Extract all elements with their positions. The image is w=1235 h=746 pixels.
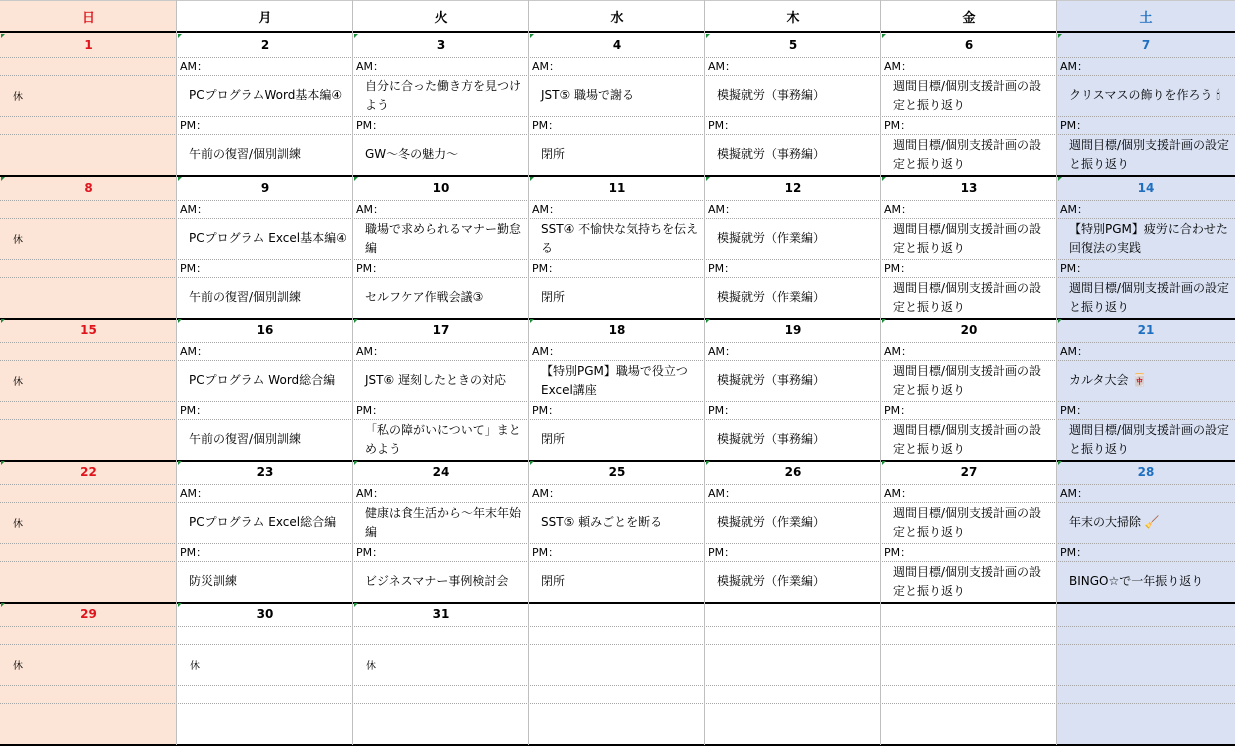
day-number: 15 [80,323,97,337]
pm-label: PM： [884,261,912,275]
pm-label: PM： [532,261,560,275]
day-number: 31 [432,607,450,621]
pm-label: PM： [180,261,208,275]
pm-activity[interactable]: 午前の復習/個別訓練 [189,290,302,304]
grid-line [0,360,1235,361]
cell-comment-marker [178,319,182,323]
day-number: 1 [84,38,93,52]
cell-comment-marker [178,177,182,181]
pm-activity[interactable]: 週間目標/個別支援計画の設定と振り返り [893,137,1042,171]
cell-comment-marker [1,603,5,607]
pm-label: PM： [180,545,208,559]
day-number: 30 [256,607,274,621]
pm-activity[interactable]: ビジネスマナー事例検討会 [365,574,509,588]
grid-line [176,0,177,745]
grid-line [0,502,1235,503]
am-activity[interactable]: JST⑥ 遅刻したときの対応 [365,373,507,387]
holiday-label: 休 [13,519,23,530]
day-number: 20 [960,323,978,337]
pm-activity[interactable]: 週間目標/個別支援計画の設定と振り返り [893,564,1042,598]
am-activity[interactable]: 模擬就労（事務編） [717,88,826,102]
weekday-header-thu: 木 [786,11,800,26]
grid-line [0,342,1235,343]
day-number [705,602,881,626]
pm-activity[interactable]: 模擬就労（作業編） [717,574,826,588]
am-activity[interactable]: 模擬就労（作業編） [717,231,826,245]
cell-comment-marker [530,319,534,323]
cell-comment-marker [882,34,886,38]
grid-line [0,134,1235,135]
cell-comment-marker [354,34,358,38]
grid-line [352,0,353,745]
pm-activity[interactable] [881,703,1057,744]
pm-label: PM： [708,261,736,275]
am-activity[interactable]: 自分に合った働き方を見つけよう [365,78,522,112]
cell-comment-marker [354,319,358,323]
am-label: AM： [708,202,737,216]
grid-line [1056,0,1057,745]
day-number: 26 [784,465,802,479]
cell-comment-marker [530,461,534,465]
pm-activity[interactable] [705,703,881,744]
am-activity[interactable]: クリスマスの飾りを作ろう 🕯 [1069,88,1220,102]
holiday-label: 休 [366,661,376,672]
day-number: 24 [432,465,450,479]
day-number: 12 [784,181,802,195]
grid-line [0,484,1235,485]
am-label: AM： [1060,59,1089,73]
grid-line [0,0,1235,1]
weekday-header-sun: 日 [81,11,95,26]
pm-label: PM： [356,403,384,417]
holiday-label: 休 [13,92,23,103]
day-number: 3 [436,38,446,52]
am-activity[interactable] [1057,644,1235,685]
pm-label: PM： [884,545,912,559]
day-number: 22 [80,465,97,479]
weekday-header-mon: 月 [258,11,272,26]
grid-line [0,685,1235,686]
day-number: 14 [1137,181,1155,195]
day-number [529,602,705,626]
day-number: 5 [788,38,798,52]
am-activity[interactable]: PCプログラム Excel基本編④ [189,231,347,245]
pm-label: PM： [356,261,384,275]
pm-activity[interactable] [0,277,177,318]
pm-label: PM： [708,118,736,132]
pm-label: PM： [1060,261,1088,275]
pm-activity[interactable] [0,561,177,602]
day-number: 6 [964,38,974,52]
cell-comment-marker [882,319,886,323]
am-activity[interactable]: PCプログラムWord基本編④ [189,88,343,102]
pm-activity[interactable]: 閉所 [541,574,566,588]
am-label: AM： [356,202,385,216]
am-activity[interactable]: PCプログラム Word総合編 [189,373,336,387]
am-label: AM： [708,59,737,73]
am-label: AM： [180,344,209,358]
day-number: 28 [1137,465,1155,479]
pm-activity[interactable]: GW～冬の魅力～ [365,147,459,161]
am-label: AM： [1060,344,1089,358]
cell-comment-marker [706,177,710,181]
day-number: 27 [960,465,978,479]
day-number: 7 [1141,38,1151,52]
pm-activity[interactable]: 「私の障がいについて」まとめよう [365,422,521,456]
pm-activity[interactable]: 模擬就労（作業編） [717,290,826,304]
pm-activity[interactable] [0,703,177,744]
cell-comment-marker [178,34,182,38]
weekday-header-wed: 水 [610,11,624,26]
grid-line [0,116,1235,117]
am-activity[interactable]: 職場で求められるマナー勤怠編 [365,221,522,255]
cell-comment-marker [882,177,886,181]
holiday-label: 休 [13,235,23,246]
grid-line [0,200,1235,201]
day-number: 25 [608,465,626,479]
cell-comment-marker [1058,461,1062,465]
weekday-header-fri: 金 [962,11,976,26]
day-number: 8 [84,181,93,195]
am-activity[interactable]: 健康は食生活から～年末年始編 [365,505,522,539]
pm-activity[interactable]: 週間目標/個別支援計画の設定と振り返り [893,422,1042,456]
grid-line [0,259,1235,260]
am-activity[interactable]: 週間目標/個別支援計画の設定と振り返り [893,78,1042,112]
am-label: AM： [532,486,561,500]
pm-activity[interactable]: 午前の復習/個別訓練 [189,432,302,446]
day-number: 13 [960,181,978,195]
pm-activity[interactable]: 閉所 [541,290,566,304]
pm-label: PM： [180,118,208,132]
holiday-label: 休 [13,377,23,388]
cell-comment-marker [1,461,5,465]
am-activity[interactable]: 【特別PGM】職場で役立つExcel講座 [541,363,688,397]
day-number: 19 [784,323,802,337]
pm-activity[interactable]: 閉所 [541,432,566,446]
pm-label: PM： [532,403,560,417]
cell-comment-marker [530,177,534,181]
cell-comment-marker [1058,34,1062,38]
pm-activity[interactable] [1057,703,1235,744]
am-activity[interactable] [529,644,705,685]
grid-line [528,0,529,745]
pm-activity[interactable]: 週間目標/個別支援計画の設定と振り返り [1069,280,1230,314]
pm-activity[interactable]: 模擬就労（事務編） [717,432,826,446]
weekday-header-sat: 土 [1139,11,1153,26]
grid-line [0,419,1235,420]
am-label: AM： [180,202,209,216]
am-activity[interactable]: 週間目標/個別支援計画の設定と振り返り [893,505,1042,539]
cell-comment-marker [178,603,182,607]
cell-comment-marker [354,177,358,181]
pm-label: PM： [356,545,384,559]
cell-comment-marker [1058,319,1062,323]
grid-line [704,0,705,745]
am-activity[interactable]: 週間目標/個別支援計画の設定と振り返り [893,221,1042,255]
am-activity[interactable]: 模擬就労（作業編） [717,515,826,529]
am-label: AM： [532,202,561,216]
pm-activity[interactable]: BINGO☆で一年振り返り [1069,574,1204,588]
pm-label: PM： [532,545,560,559]
am-label: AM： [884,486,913,500]
cell-comment-marker [1,34,5,38]
am-activity[interactable]: PCプログラム Excel総合編 [189,515,337,529]
am-label: AM： [356,59,385,73]
cell-comment-marker [530,34,534,38]
day-number: 29 [80,607,97,621]
pm-activity[interactable] [529,703,705,744]
grid-line [0,277,1235,278]
day-number: 10 [432,181,450,195]
pm-label: PM： [708,545,736,559]
am-activity[interactable]: 【特別PGM】疲労に合わせた回復法の実践 [1069,221,1228,255]
weekday-header-tue: 火 [434,11,448,26]
am-label: AM： [884,59,913,73]
am-activity[interactable]: 年末の大掃除 🧹 [1069,515,1160,529]
day-number: 4 [612,38,622,52]
am-label: AM： [180,486,209,500]
pm-label: PM： [884,403,912,417]
pm-label: PM： [180,403,208,417]
am-label: AM： [708,486,737,500]
grid-line [0,218,1235,219]
pm-activity[interactable] [177,703,353,744]
pm-activity[interactable]: 午前の復習/個別訓練 [189,147,302,161]
grid-line [0,75,1235,76]
cell-comment-marker [1058,177,1062,181]
pm-activity[interactable] [0,134,177,175]
grid-line [0,703,1235,704]
am-label: AM： [356,344,385,358]
day-number: 2 [260,38,270,52]
cell-comment-marker [178,461,182,465]
pm-activity[interactable] [353,703,529,744]
day-number: 23 [256,465,274,479]
grid-line [880,0,881,745]
day-number: 18 [608,323,626,337]
am-label: AM： [356,486,385,500]
pm-label: PM： [532,118,560,132]
holiday-label: 休 [13,661,23,672]
cell-comment-marker [1,319,5,323]
cell-comment-marker [882,461,886,465]
cell-comment-marker [706,319,710,323]
am-label: AM： [708,344,737,358]
am-activity[interactable] [705,644,881,685]
day-number: 21 [1137,323,1155,337]
am-activity[interactable]: 週間目標/個別支援計画の設定と振り返り [893,363,1042,397]
pm-label: PM： [1060,545,1088,559]
pm-label: PM： [708,403,736,417]
cell-comment-marker [354,603,358,607]
cell-comment-marker [706,34,710,38]
day-number: 9 [260,181,270,195]
pm-activity[interactable]: 週間目標/個別支援計画の設定と振り返り [893,280,1042,314]
grid-line [0,401,1235,402]
am-activity[interactable]: カルタ大会 🀄 [1069,373,1148,387]
pm-activity[interactable] [0,419,177,460]
am-activity[interactable] [881,644,1057,685]
cell-comment-marker [1,177,5,181]
pm-activity[interactable]: 模擬就労（事務編） [717,147,826,161]
day-number [881,602,1057,626]
pm-label: PM： [1060,403,1088,417]
am-activity[interactable]: SST④ 不愉快な気持ちを伝える [541,221,699,255]
am-label: AM： [532,59,561,73]
pm-label: PM： [1060,118,1088,132]
am-label: AM： [1060,486,1089,500]
pm-activity[interactable]: セルフケア作戦会議③ [365,290,484,304]
am-label: AM： [180,59,209,73]
holiday-label: 休 [190,661,200,672]
cell-comment-marker [354,461,358,465]
grid-line [0,644,1235,645]
pm-label: PM： [884,118,912,132]
day-number [1057,602,1235,626]
am-activity[interactable]: JST⑤ 職場で謝る [541,88,635,102]
pm-activity[interactable]: 週間目標/個別支援計画の設定と振り返り [1069,137,1230,171]
pm-label: PM： [356,118,384,132]
am-label: AM： [1060,202,1089,216]
cell-comment-marker [706,461,710,465]
day-number: 16 [256,323,274,337]
grid-line [0,57,1235,58]
grid-line [0,543,1235,544]
am-activity[interactable]: SST⑤ 頼みごとを断る [541,515,663,529]
am-label: AM： [884,202,913,216]
am-label: AM： [884,344,913,358]
grid-line [0,626,1235,627]
day-number: 11 [608,181,626,195]
am-label: AM： [532,344,561,358]
pm-activity[interactable]: 閉所 [541,147,566,161]
am-activity[interactable]: 模擬就労（事務編） [717,373,826,387]
grid-line [0,561,1235,562]
pm-activity[interactable]: 防災訓練 [189,574,238,588]
pm-activity[interactable]: 週間目標/個別支援計画の設定と振り返り [1069,422,1230,456]
day-number: 17 [432,323,450,337]
